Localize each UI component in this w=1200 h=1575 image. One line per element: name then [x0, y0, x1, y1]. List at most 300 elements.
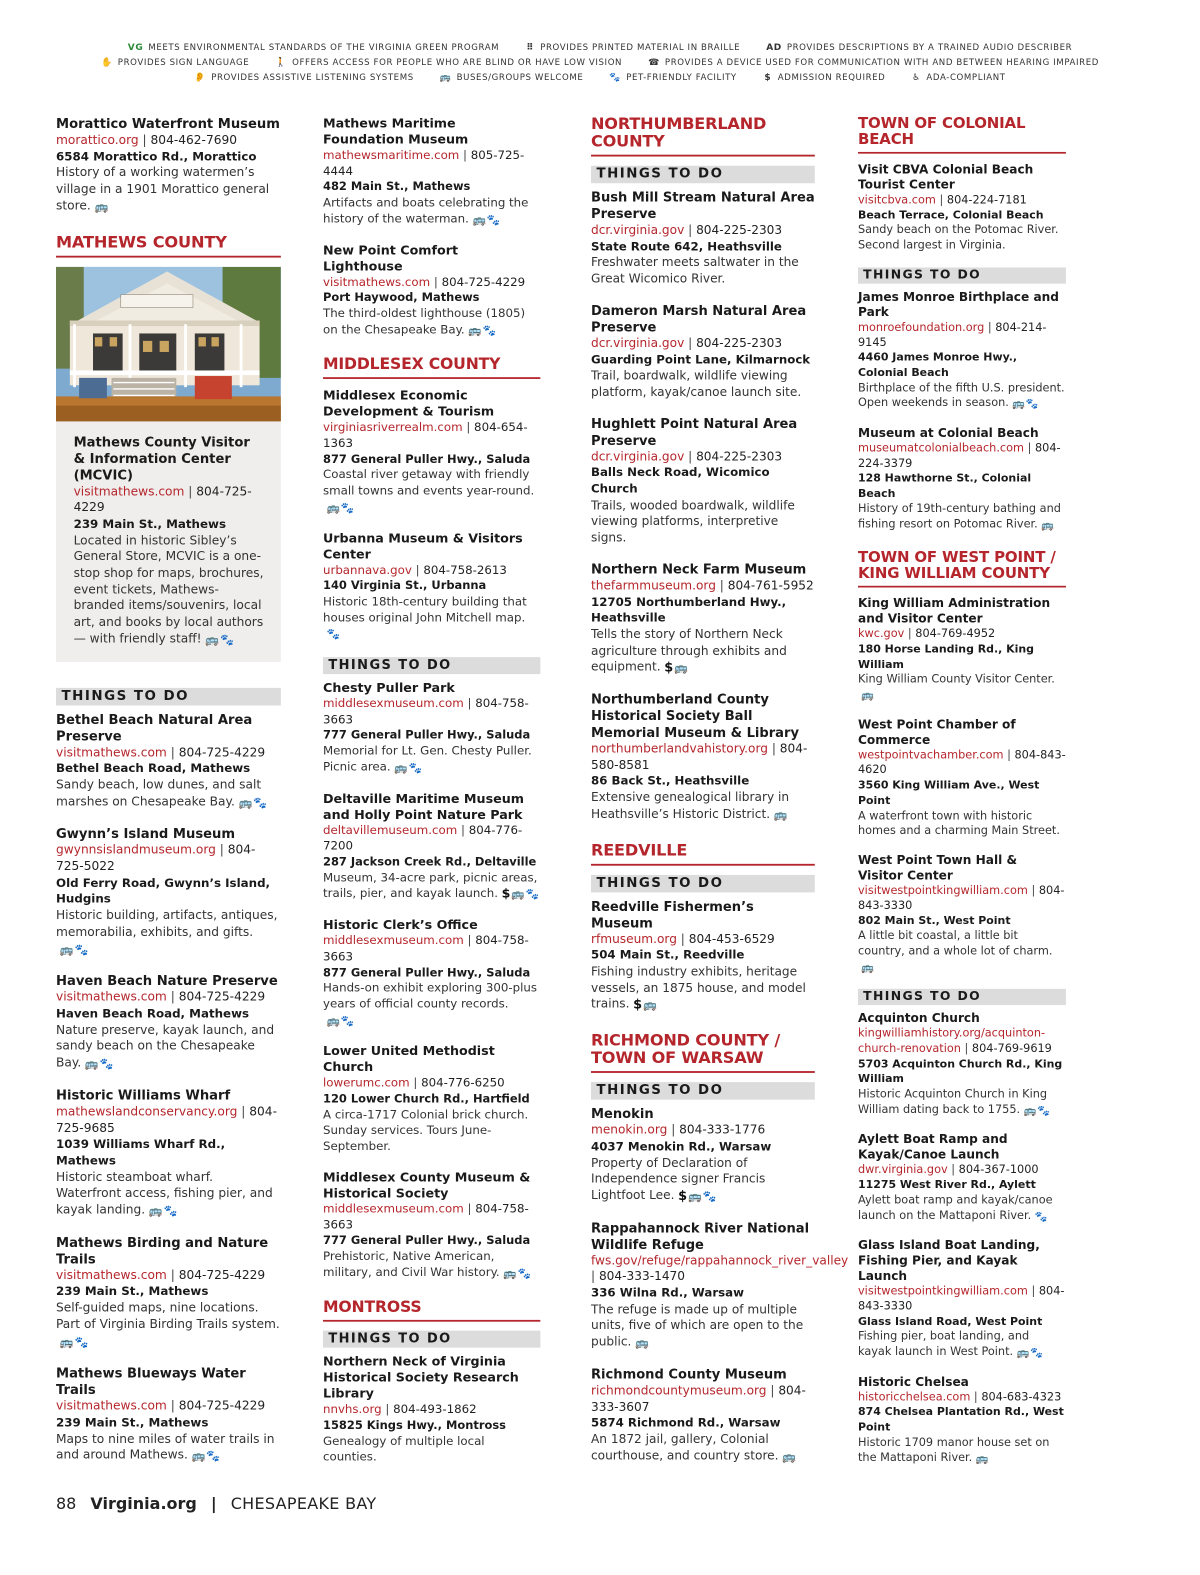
listing-name: Northern Neck Farm Museum	[591, 562, 807, 578]
listing-description	[323, 981, 540, 1029]
amenity-icons	[782, 1448, 797, 1465]
listing-entry	[323, 243, 540, 339]
legend-item	[194, 73, 413, 83]
listing-description-text: The refuge is made up of multiple units, five of which are open to the public.	[591, 1302, 804, 1350]
listing-contact	[56, 745, 281, 761]
listing-address: 504 Main St., Reedville	[591, 948, 745, 963]
region-name: CHESAPEAKE BAY	[230, 1494, 377, 1513]
footer-divider: |	[210, 1494, 217, 1513]
paw-icon: 🐾	[99, 1057, 114, 1071]
legend-row	[0, 40, 1200, 55]
column-3	[591, 115, 849, 1480]
listing-name: Haven Beach Nature Preserve	[56, 974, 278, 989]
listing-contact	[591, 449, 815, 465]
listing-phone: 804-725-4229	[178, 990, 266, 1005]
listing-description	[56, 1170, 281, 1220]
contact-separator: |	[935, 193, 947, 207]
listing-name: Mathews County Visitor & Information Center (MCVIC)	[73, 434, 250, 483]
listing-phone: 805-725-4444	[323, 149, 525, 179]
contact-separator: |	[947, 1163, 959, 1177]
listing-description-text: A circa-1717 Colonial brick church. Sunday services. Tours June-September.	[323, 1108, 529, 1154]
listing-url-link[interactable]: lowerumc.com	[323, 1076, 410, 1091]
section-heading: NORTHUMBERLAND COUNTY	[591, 116, 815, 157]
listing-phone: 804-333-3607	[591, 1384, 806, 1415]
listing-phone: 804-367-1000	[958, 1163, 1039, 1177]
listing-name: Rappahannock River National Wildlife Refuge	[591, 1220, 810, 1253]
listing-address: 15825 Kings Hwy., Montross	[323, 1419, 506, 1433]
listing-entry	[56, 1087, 281, 1219]
listing-phone: 804-776-7200	[323, 824, 523, 854]
listing-entry	[323, 1169, 540, 1281]
listing-description-text: Museum, 34-acre park, picnic areas, trails, pier, and kayak launch.	[323, 871, 538, 901]
column-2	[323, 116, 540, 1480]
bus-icon: 🚌	[238, 795, 253, 809]
listing-url-link[interactable]: dcr.virginia.gov	[591, 223, 685, 238]
amenity-icons	[502, 886, 540, 903]
listing-contact	[591, 741, 815, 774]
contact-separator: |	[166, 1399, 179, 1414]
section-heading: MONTROSS	[323, 1300, 540, 1322]
listing-url-link[interactable]: middlesexmuseum.com	[323, 934, 464, 948]
listing-name: Gwynn’s Island Museum	[56, 827, 236, 842]
contact-separator: |	[462, 421, 475, 435]
amenity-icons	[327, 500, 356, 517]
listing-url-link[interactable]: mathewsmaritime.com	[323, 149, 460, 163]
listing-url-link[interactable]: rfmuseum.org	[591, 932, 677, 947]
paw-icon: 🐾	[163, 1204, 178, 1218]
contact-separator: |	[767, 742, 780, 757]
listing-contact	[591, 223, 815, 239]
listing-phone: 804-654-1363	[323, 421, 528, 451]
listing-description-text: History of a working watermen’s village in a 1901 Morattico general store.	[56, 166, 270, 213]
listing-address: 3560 King William Ave., West Point	[858, 779, 1040, 808]
listing-entry	[56, 1365, 281, 1465]
listing-description-text: Hands-on exhibit exploring 300-plus years of official county records.	[323, 981, 538, 1012]
amenity-icons	[861, 688, 875, 704]
listing-description-text: Sandy beach, low dunes, and salt marshes on Chesapeake Bay.	[56, 778, 262, 809]
listing-url-link[interactable]: deltavillemuseum.com	[323, 824, 458, 838]
listing-url-link[interactable]: museumatcolonialbeach.com	[858, 442, 1025, 455]
listing-contact	[56, 843, 281, 876]
listing-name: Mathews Maritime Foundation Museum	[323, 116, 469, 148]
listing-contact	[858, 193, 1066, 208]
listing-entry	[323, 917, 540, 1029]
listing-entry	[323, 388, 540, 516]
listing-description-text: Self-guided maps, nine locations. Part of Virginia Birding Trails system.	[56, 1301, 280, 1332]
listing-description-text: Tells the story of Northern Neck agriculture through exhibits and equipment.	[591, 628, 787, 675]
listing-contact	[323, 934, 540, 966]
bus-icon: 🚌	[635, 1336, 649, 1350]
listing-phone: 804-580-8581	[591, 742, 808, 773]
paw-icon: 🐾	[220, 633, 234, 647]
listing-phone: 804-725-9685	[56, 1105, 277, 1136]
listing-name: Menokin	[591, 1107, 654, 1122]
amenity-icons	[60, 1333, 90, 1350]
listing-entry	[323, 791, 540, 903]
listing-url-link[interactable]: kingwilliamhistory.org/acquinton-church-renovation	[858, 1027, 1046, 1056]
listing-phone: 804-493-1862	[393, 1403, 477, 1417]
listing-entry	[56, 421, 281, 662]
listing-address: 180 Horse Landing Rd., King William	[858, 643, 1034, 672]
listing-contact	[591, 336, 815, 352]
listing-entry	[56, 1235, 281, 1351]
listing-address: Balls Neck Road, Wicomico Church	[591, 466, 770, 497]
listing-phone: 804-333-1470	[598, 1270, 685, 1285]
listing-url-link[interactable]: dcr.virginia.gov	[591, 449, 685, 464]
listing-description-text: A little bit coastal, a little bit country, and a whole lot of charm.	[858, 929, 1053, 958]
amenity-icons	[149, 1202, 179, 1219]
contact-separator: |	[684, 223, 697, 238]
legend-item	[766, 43, 1072, 53]
listing-url-link[interactable]: morattico.org	[56, 133, 139, 148]
listing-contact	[591, 578, 815, 594]
listing-description-text: An 1872 jail, gallery, Colonial courthouse, and country store.	[591, 1432, 779, 1464]
listing-phone: 804-843-3330	[858, 884, 1065, 913]
amenity-icons	[327, 1013, 356, 1030]
listing-contact	[858, 1027, 1066, 1057]
paw-icon: 🐾	[340, 1014, 355, 1028]
listing-phone: 804-224-3379	[858, 442, 1061, 471]
listing-phone: 804-462-7690	[150, 133, 237, 148]
listing-description	[591, 255, 815, 288]
column-1	[56, 116, 281, 1480]
listing-description	[858, 381, 1066, 412]
amenity-icons	[205, 631, 235, 648]
things-to-do-heading: THINGS TO DO	[858, 267, 1066, 283]
listing-description-text: Genealogy of multiple local counties.	[323, 1435, 485, 1465]
amenity-icons	[60, 941, 90, 958]
legend-item	[275, 58, 622, 68]
bus-icon: 🚌	[975, 1452, 989, 1465]
listing-description-text: King William County Visitor Center.	[858, 673, 1055, 687]
listing-phone: 804-214-9145	[858, 321, 1047, 350]
bus-icon: 🚌	[861, 961, 875, 973]
listing-phone: 804-225-2303	[696, 449, 783, 464]
amenity-icons	[774, 807, 789, 824]
listing-address: Haven Beach Road, Mathews	[56, 1007, 250, 1022]
contact-separator: |	[237, 1105, 250, 1119]
listing-name: Morattico Waterfront Museum	[56, 116, 280, 132]
listing-entry	[56, 973, 281, 1072]
listing-description	[323, 468, 540, 516]
listing-url-link[interactable]: dcr.virginia.gov	[591, 336, 685, 351]
listing-entry	[591, 1220, 849, 1352]
amenity-icons	[239, 794, 269, 811]
listing-contact	[323, 823, 540, 855]
listing-name: Historic Chelsea	[858, 1375, 969, 1390]
listing-contact	[858, 441, 1066, 471]
listing-entry	[323, 1044, 540, 1155]
bus-icon: 🚌	[94, 200, 109, 213]
legend-text: PET-FRIENDLY FACILITY	[626, 72, 737, 83]
listing-phone: 804-758-2613	[423, 563, 507, 578]
contact-separator: |	[430, 275, 442, 290]
listing-description-text: History of 19th-century bathing and fishing resort on Potomac River.	[858, 502, 1061, 531]
listing-description	[56, 165, 281, 215]
listing-description	[591, 964, 815, 1014]
listing-entry	[858, 717, 1066, 839]
listing-address: 777 General Puller Hwy., Saluda	[323, 1234, 531, 1248]
paw-icon: 🐾	[74, 942, 89, 956]
amenity-icons	[472, 212, 501, 229]
listing-url-link[interactable]: urbannava.gov	[323, 563, 412, 578]
listing-url-link[interactable]: middlesexmuseum.com	[323, 697, 464, 711]
listing-url-link[interactable]: visitmathews.com	[73, 484, 185, 499]
bus-icon: 🚌	[511, 888, 525, 901]
listing-entry	[323, 1354, 540, 1466]
listing-url-link[interactable]: menokin.org	[591, 1123, 668, 1138]
contact-separator: |	[667, 1123, 680, 1138]
listing-address: 120 Lower Church Rd., Hartfield	[323, 1092, 530, 1107]
listing-entry	[858, 596, 1066, 703]
amenity-icons	[94, 198, 109, 215]
paw-icon: 🐾	[609, 72, 622, 83]
contact-separator: |	[591, 1270, 599, 1285]
listing-name: Richmond County Museum	[591, 1367, 787, 1383]
contact-separator: |	[166, 1268, 179, 1283]
listing-url-link[interactable]: visitmathews.com	[56, 1268, 167, 1283]
amenity-icons	[1017, 1345, 1044, 1361]
legend-text: PROVIDES A DEVICE USED FOR COMMUNICATION WITH AND BETWEEN HEARING IMPAIRED	[664, 57, 1099, 68]
contact-separator: |	[970, 1390, 982, 1404]
listing-description	[591, 790, 815, 824]
bus-icon: 🚌	[148, 1204, 163, 1218]
legend-item	[609, 73, 736, 83]
listing-description	[858, 1330, 1066, 1361]
section-heading: MIDDLESEX COUNTY	[323, 357, 540, 379]
listing-contact	[323, 1076, 540, 1092]
listing-description	[56, 908, 281, 958]
listing-entry	[591, 692, 815, 824]
listing-url-link[interactable]: middlesexmuseum.com	[323, 1202, 464, 1216]
paw-icon: 🐾	[1037, 1104, 1050, 1117]
listing-address: 5874 Richmond Rd., Warsaw	[591, 1416, 781, 1431]
listing-url-link[interactable]: westpointvachamber.com	[858, 749, 1004, 762]
contact-separator: |	[463, 934, 476, 948]
listing-contact	[591, 932, 815, 948]
listing-url-link[interactable]: visitcbva.com	[858, 193, 936, 207]
listing-name: King William Administration and Visitor Center	[858, 597, 1051, 627]
listing-description	[591, 1432, 815, 1466]
listing-phone: 804-758-3663	[323, 934, 529, 964]
listing-url-link[interactable]: visitmathews.com	[56, 1399, 167, 1414]
listing-url-link[interactable]: monroefoundation.org	[858, 321, 985, 335]
legend-item	[763, 73, 886, 83]
paw-icon: 🐾	[482, 324, 496, 337]
listing-address: Glass Island Road, West Point	[858, 1315, 1043, 1329]
listing-url-link[interactable]: richmondcountymuseum.org	[591, 1384, 767, 1398]
amenity-icons	[192, 1448, 222, 1465]
listing-url-link[interactable]: visitmathews.com	[56, 990, 167, 1005]
paw-icon: 🐾	[340, 501, 355, 514]
legend-item	[440, 73, 584, 83]
listing-phone: 804-776-6250	[421, 1076, 505, 1091]
listing-description	[591, 369, 815, 402]
listing-description	[858, 1435, 1066, 1466]
site-name[interactable]: Virginia.org	[90, 1494, 197, 1513]
listing-url-link[interactable]: dwr.virginia.gov	[858, 1163, 948, 1177]
listing-contact	[858, 1390, 1066, 1405]
listing-description	[323, 871, 540, 904]
listing-entry	[858, 1132, 1066, 1224]
legend-item	[101, 58, 249, 68]
legend-item	[128, 43, 499, 53]
listing-entry	[591, 562, 815, 677]
contact-separator: |	[463, 697, 476, 711]
contact-separator: |	[1003, 749, 1015, 762]
listing-description-text: Historic Acquinton Church in King William dating back to 1755.	[858, 1088, 1048, 1117]
listing-entry	[56, 826, 281, 958]
listing-name: Museum at Colonial Beach	[858, 426, 1039, 441]
listing-address: 12705 Northumberland Hwy., Heathsville	[591, 595, 787, 626]
listing-url-link[interactable]: visitwestpointkingwilliam.com	[858, 1285, 1028, 1298]
listing-description-text: Located in historic Sibley’s General Store, MCVIC is a one-stop shop for maps, brochures, event tickets, Mathews-branded items/souvenirs, local art, and books by local authors — with friendly staff!	[73, 533, 264, 647]
listing-name: Reedville Fishermen’s Museum	[591, 899, 754, 931]
listing-description	[323, 1249, 540, 1282]
listing-name: Glass Island Boat Landing, Fishing Pier, and Kayak Launch	[858, 1238, 1040, 1284]
legend-text: MEETS ENVIRONMENTAL STANDARDS OF THE VIRGINIA GREEN PROGRAM	[148, 42, 500, 53]
paw-icon: 🐾	[408, 761, 422, 775]
things-to-do-heading: THINGS TO DO	[591, 1082, 815, 1099]
listing-name: West Point Town Hall & Visitor Center	[858, 853, 1018, 883]
legend-text: BUSES/GROUPS WELCOME	[456, 72, 584, 83]
contact-separator: |	[138, 133, 151, 148]
listing-description-text: Extensive genealogical library in Heathsville’s Historic District.	[591, 791, 790, 822]
listing-name: Acquinton Church	[858, 1012, 980, 1026]
listing-url-link[interactable]: historicchelsea.com	[858, 1390, 971, 1404]
listing-description-text: Sandy beach on the Potomac River. Second largest in Virginia.	[858, 224, 1059, 253]
listing-address: 877 General Puller Hwy., Saluda	[323, 966, 531, 980]
listing-url-link[interactable]: mathewslandconservancy.org	[56, 1105, 238, 1119]
listing-phone: 804-225-2303	[696, 223, 783, 238]
paw-icon: 🐾	[326, 627, 340, 641]
bus-icon: 🚌	[674, 661, 688, 675]
listing-description-text: A waterfront town with historic homes and a charming Main Street.	[858, 809, 1060, 838]
contact-separator: |	[166, 745, 179, 760]
listing-phone: 804-725-5022	[56, 843, 256, 874]
section-heading: TOWN OF WEST POINT / KING WILLIAM COUNTY	[858, 550, 1066, 588]
amenity-icons	[1041, 517, 1055, 533]
assistive-listening-icon: 👂	[194, 72, 207, 83]
listing-name: Mathews Blueways Water Trails	[56, 1366, 246, 1398]
visitor-center-feature	[56, 266, 281, 661]
listing-description	[74, 533, 265, 649]
listing-url-link[interactable]: gwynnsislandmuseum.org	[56, 843, 216, 858]
listing-phone: 804-224-7181	[946, 193, 1027, 207]
contact-separator: |	[215, 843, 228, 858]
audio-description-icon: AD	[766, 42, 782, 53]
listing-description	[323, 744, 540, 777]
listing-contact	[56, 1399, 281, 1415]
bus-icon: 🚌	[1012, 397, 1026, 410]
listing-url-link[interactable]: northumberlandvahistory.org	[591, 742, 768, 757]
listing-url-link[interactable]: virginiasriverrealm.com	[323, 421, 463, 435]
paw-icon: 🐾	[702, 1189, 717, 1203]
listing-description-text: Historic steamboat wharf. Waterfront access, fishing pier, and kayak landing.	[56, 1170, 273, 1218]
listing-url-link[interactable]: nnvhs.org	[323, 1403, 382, 1417]
braille-icon: ⠿	[526, 42, 534, 53]
listing-address: 140 Virginia St., Urbanna	[323, 579, 487, 593]
listing-address: 482 Main St., Mathews	[323, 180, 471, 195]
listing-name: Bush Mill Stream Natural Area Preserve	[591, 190, 815, 222]
listing-phone: 804-725-4229	[73, 484, 252, 516]
contact-separator: |	[459, 149, 471, 163]
listing-contact	[858, 627, 1066, 642]
listing-description	[591, 1155, 815, 1205]
bus-icon: 🚌	[394, 761, 408, 775]
listing-name: Hughlett Point Natural Area Preserve	[591, 416, 798, 449]
listing-contact	[323, 420, 540, 452]
listing-contact	[858, 1284, 1066, 1314]
listing-url-link[interactable]: kwc.gov	[858, 627, 905, 641]
contact-separator: |	[1027, 1285, 1039, 1298]
bus-icon: 🚌	[59, 1335, 74, 1349]
section-heading: RICHMOND COUNTY / TOWN OF WARSAW	[591, 1032, 815, 1073]
listing-name: Middlesex Economic Development & Tourism	[323, 389, 495, 420]
listing-phone: 804-769-4952	[915, 627, 996, 641]
listing-description-text: Historic 18th-century building that houses original John Mitchell map.	[323, 595, 527, 625]
amenity-icons	[678, 1188, 717, 1205]
paw-icon: 🐾	[1030, 1346, 1043, 1359]
listing-address: 11275 West River Rd., Aylett	[858, 1178, 1036, 1192]
contact-separator: |	[984, 321, 996, 335]
paw-icon: 🐾	[253, 795, 268, 809]
listing-address: 874 Chelsea Plantation Rd., West Point	[858, 1405, 1064, 1434]
bus-icon: 🚌	[326, 501, 340, 514]
listing-name: Historic Clerk’s Office	[323, 918, 478, 933]
listing-contact	[323, 148, 540, 180]
listing-description	[323, 306, 540, 339]
listing-contact	[591, 1123, 815, 1139]
listing-contact	[858, 320, 1066, 350]
listing-address: 1039 Williams Wharf Rd., Mathews	[56, 1137, 226, 1169]
things-to-do-heading: THINGS TO DO	[323, 657, 540, 674]
bus-icon: 🚌	[1016, 1346, 1030, 1359]
listing-address: 239 Main St., Mathews	[56, 1416, 209, 1430]
listing-contact	[858, 748, 1066, 778]
listing-url-link[interactable]: thefarmmuseum.org	[591, 579, 716, 593]
bus-icon: 🚌	[773, 808, 788, 822]
things-to-do-heading: THINGS TO DO	[858, 989, 1066, 1005]
listing-address: Old Ferry Road, Gwynn’s Island, Hudgins	[56, 876, 271, 907]
bus-icon: 🚌	[205, 633, 220, 647]
listing-description	[323, 196, 540, 229]
listing-url-link[interactable]: visitmathews.com	[323, 275, 431, 290]
bus-icon: 🚌	[191, 1449, 206, 1463]
amenity-icons	[976, 1451, 990, 1467]
listing-phone: 804-683-4323	[981, 1390, 1062, 1404]
listing-description-text: Fishing industry exhibits, heritage vessels, an 1875 house, and model trains.	[591, 965, 806, 1012]
amenity-icons	[503, 1265, 532, 1282]
listing-description-text: Artifacts and boats celebrating the history of the waterman.	[323, 196, 529, 226]
tty-icon: ☎	[648, 57, 660, 68]
listing-contact	[591, 1383, 815, 1416]
contact-separator: |	[457, 824, 469, 838]
listing-name: Dameron Marsh Natural Area Preserve	[591, 303, 807, 336]
amenity-icons	[635, 1335, 650, 1352]
listing-url-link[interactable]: visitwestpointkingwilliam.com	[858, 884, 1028, 898]
listing-contact	[56, 133, 281, 149]
listing-description-text: Maps to nine miles of water trails in and around Mathews.	[56, 1432, 275, 1463]
listing-name: Northumberland County Historical Society Ball Memorial Museum & Library	[591, 692, 799, 741]
listing-entry	[858, 290, 1066, 413]
listing-url-link[interactable]: fws.gov/refuge/rappahannock_river_valley	[591, 1253, 849, 1268]
listing-url-link[interactable]: visitmathews.com	[56, 745, 167, 760]
listing-address: 287 Jackson Creek Rd., Deltaville	[323, 855, 537, 870]
bus-icon: 🚌	[468, 324, 482, 337]
listing-name: West Point Chamber of Commerce	[858, 718, 1016, 748]
listing-description	[56, 1432, 281, 1466]
